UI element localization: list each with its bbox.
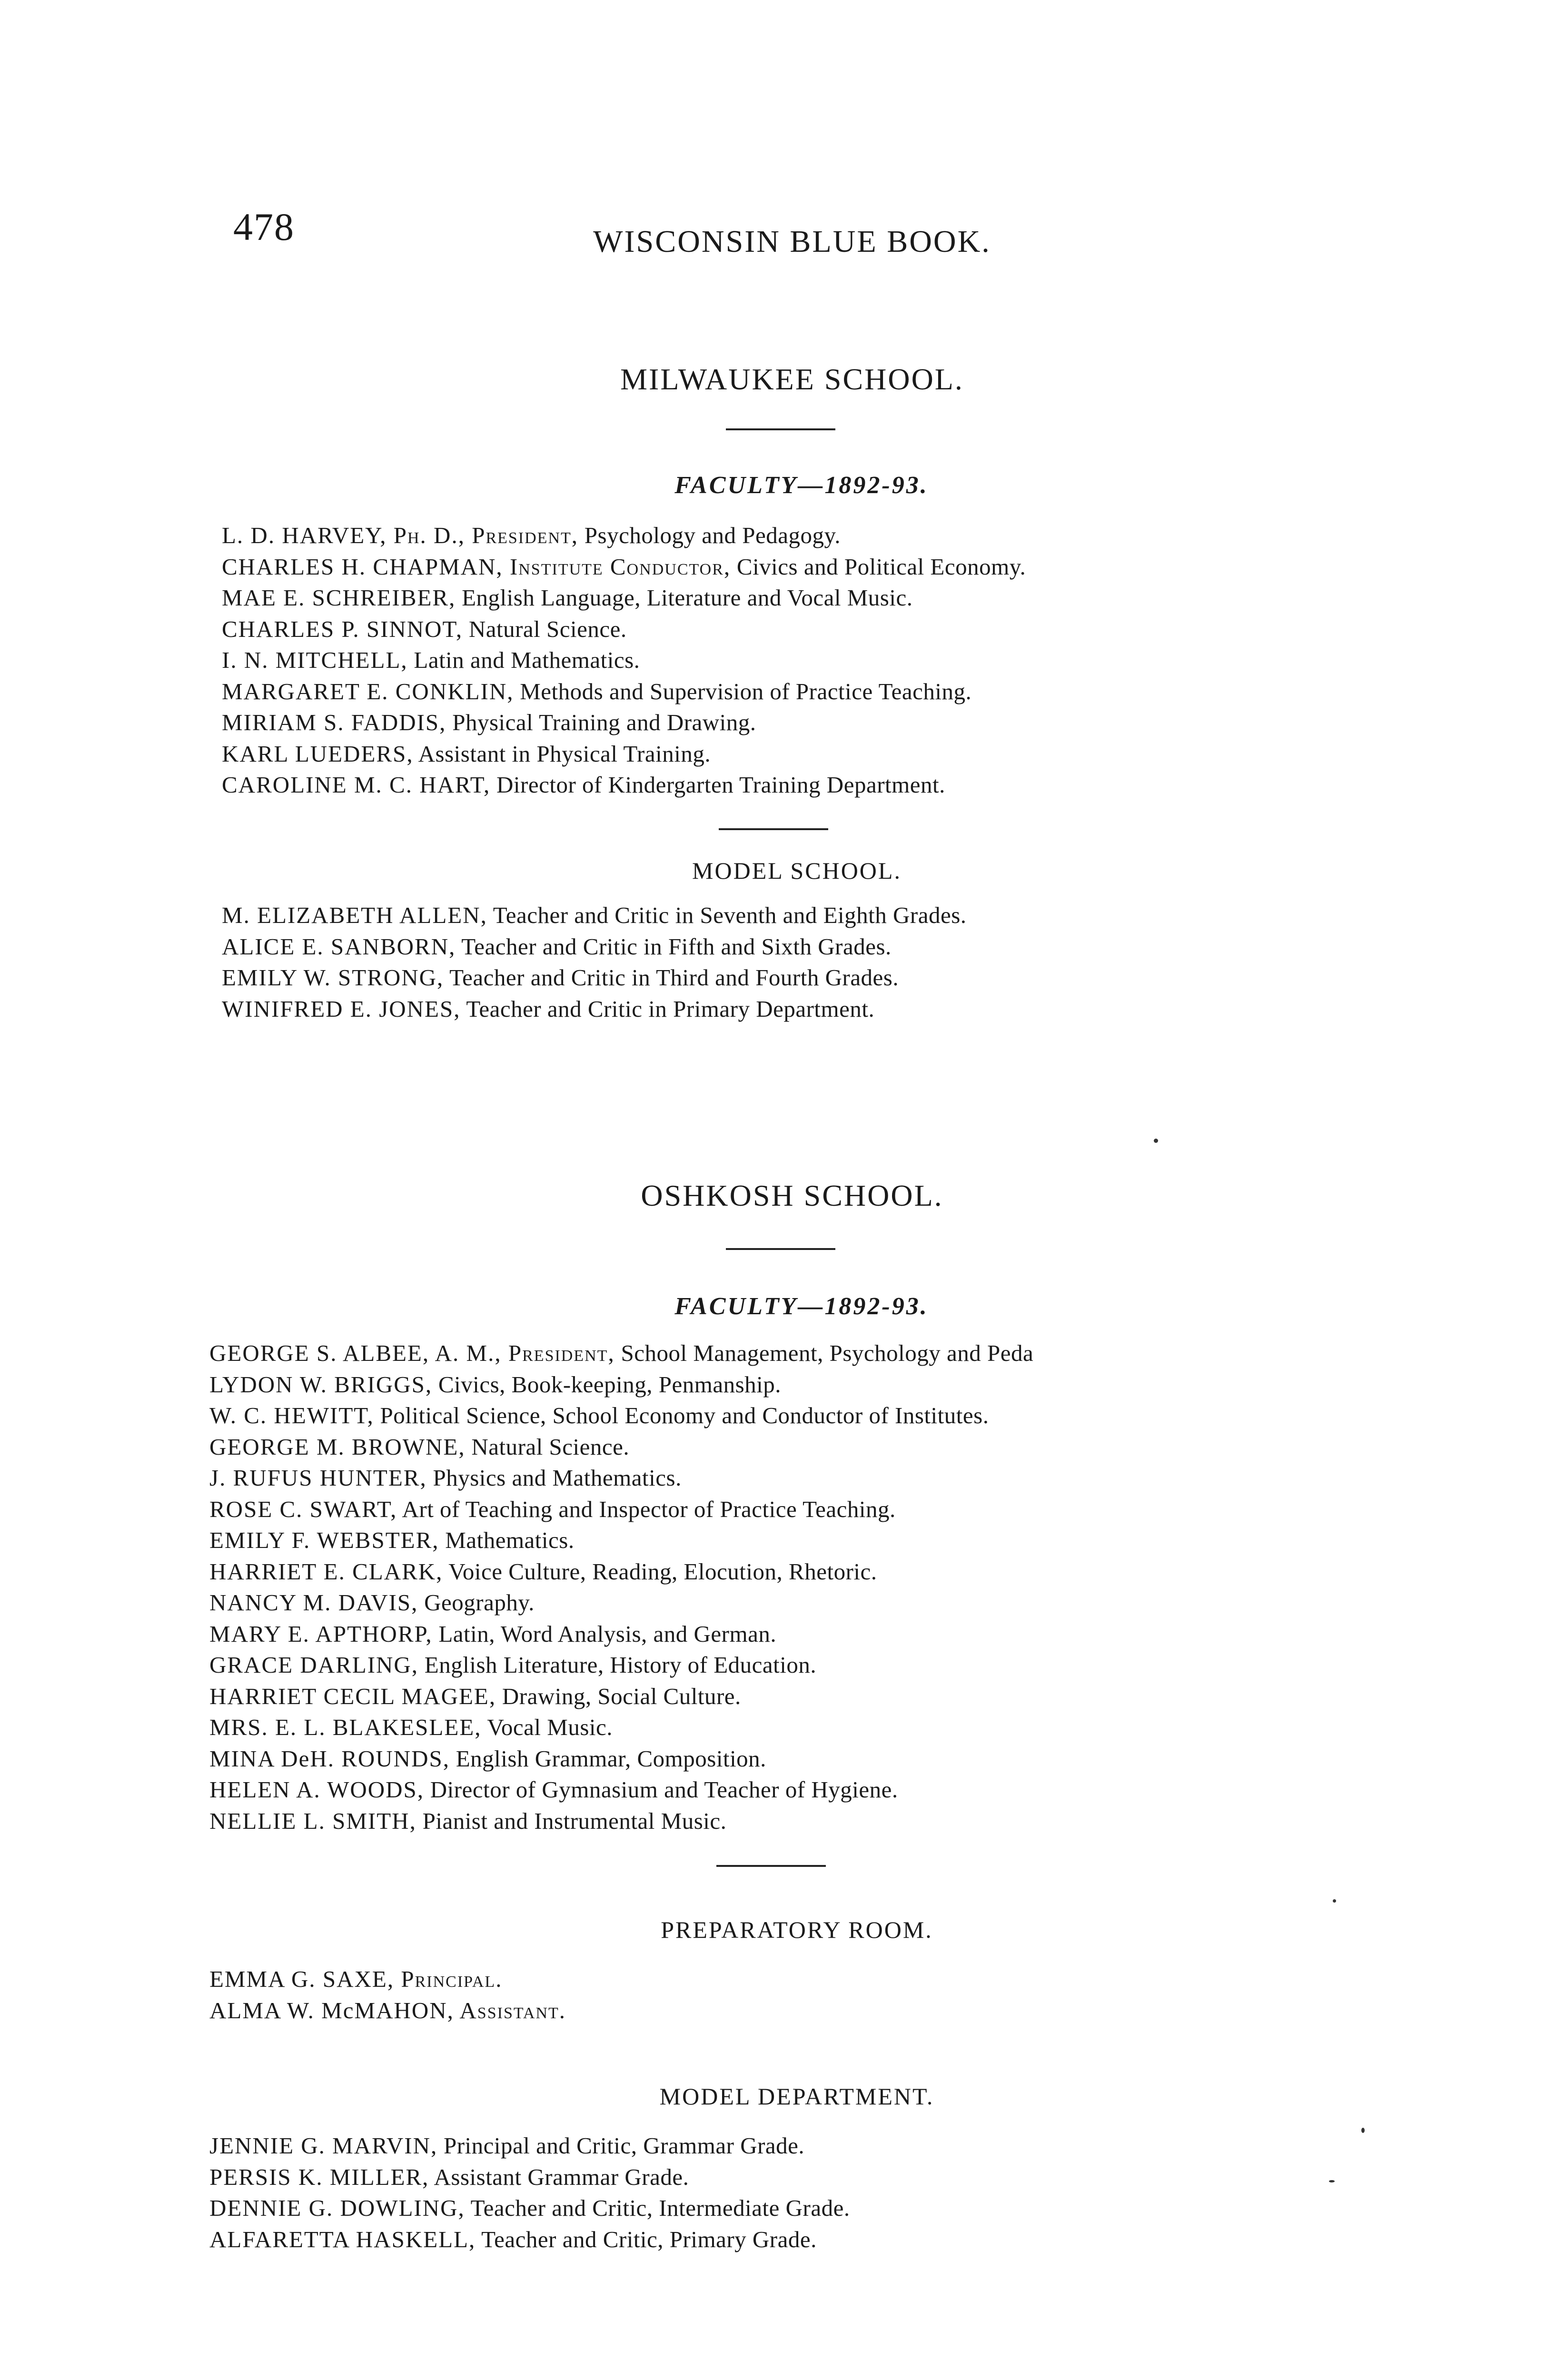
entry [222,900,967,931]
entry-role: Latin and Mathematics. [407,647,640,673]
entry [209,1400,1033,1431]
entry-role: Latin, Word Analysis, and German. [432,1620,777,1647]
entry [222,614,1026,645]
oshkosh-model-department-list [209,2130,850,2255]
entry-role: Director of Gymnasium and Teacher of Hygiene. [424,1776,898,1803]
entry [222,676,1026,707]
entry-name: WINIFRED E. JONES, [222,995,461,1022]
print-speck [1333,1899,1336,1903]
entry [222,582,1026,614]
entry-name: GEORGE S. ALBEE, A. M., [209,1340,502,1366]
entry [222,962,967,993]
entry-role: Natural Science. [463,615,627,642]
entry-name: HARRIET E. CLARK, [209,1558,443,1585]
milwaukee-section-title: MILWAUKEE SCHOOL. [620,362,964,396]
entry-name: MINA DeH. ROUNDS, [209,1745,450,1772]
section-rule [719,828,828,830]
oshkosh-faculty-heading: FACULTY—1892-93. [674,1293,929,1320]
entry-role: English Literature, History of Education. [418,1652,817,1678]
oshkosh-preparatory-list [209,1964,566,2026]
entry-role: Teacher and Critic in Primary Department. [460,995,875,1022]
entry [222,707,1026,738]
entry-name: CAROLINE M. C. HART, [222,772,491,798]
entry-role: Natural Science. [465,1433,630,1460]
entry-role: Psychology and Pedagogy. [578,522,841,548]
entry-name: M. ELIZABETH ALLEN, [222,902,487,928]
entry-role: Political Science, School Economy and Conductor of Institutes. [374,1402,989,1428]
entry [209,2130,850,2162]
entry [222,551,1026,583]
entry-title: Assistant. [454,1997,566,2023]
entry-role: School Management, Psychology and Peda [614,1340,1034,1366]
entry-role: Assistant in Physical Training. [413,740,711,767]
entry-role: Teacher and Critic in Seventh and Eighth Grades. [487,902,967,928]
entry [209,1805,1033,1837]
entry [209,2224,850,2255]
entry [209,2162,850,2193]
entry [209,1995,566,2026]
entry-name: CHARLES H. CHAPMAN, [222,553,503,580]
oshkosh-model-department-heading: MODEL DEPARTMENT. [659,2083,934,2110]
entry [209,1774,1033,1805]
entry [222,931,967,962]
oshkosh-preparatory-heading: PREPARATORY ROOM. [661,1916,933,1943]
entry-name: CHARLES P. SINNOT, [222,615,463,642]
entry-name: HARRIET CECIL MAGEE, [209,1683,496,1709]
entry-role: Teacher and Critic, Intermediate Grade. [465,2195,850,2221]
oshkosh-faculty-list [209,1338,1033,1836]
entry [209,2192,850,2224]
entry [209,1618,1033,1650]
entry-role: Pianist and Instrumental Music. [416,1807,727,1834]
entry [209,1525,1033,1556]
entry-name: MAE E. SCHREIBER, [222,585,456,611]
print-speck [1329,2180,1335,2182]
running-title: WISCONSIN BLUE BOOK. [593,224,991,259]
entry-role: Teacher and Critic, Primary Grade. [476,2226,817,2252]
entry-name: EMILY F. WEBSTER, [209,1527,439,1553]
entry [209,1681,1033,1712]
entry-role: Teacher and Critic in Third and Fourth Grades. [444,964,899,991]
entry [209,1556,1033,1587]
entry-name: EMILY W. STRONG, [222,964,444,991]
entry-name: ROSE C. SWART, [209,1496,397,1522]
entry-role: Teacher and Critic in Fifth and Sixth Grades. [456,933,892,960]
entry-name: ALICE E. SANBORN, [222,933,456,960]
entry-role: Physical Training and Drawing. [446,709,756,735]
entry-name: ALMA W. McMAHON, [209,1997,454,2023]
entry-name: PERSIS K. MILLER, [209,2163,429,2190]
entry-title: President, [501,1340,615,1366]
entry-role: Principal and Critic, Grammar Grade. [437,2132,805,2159]
entry-role: Drawing, Social Culture. [496,1683,741,1709]
entry-name: L. D. HARVEY, [222,522,387,548]
entry [209,1743,1033,1775]
entry-name: MRS. E. L. BLAKESLEE, [209,1714,482,1740]
section-rule [726,1248,835,1250]
milwaukee-model-school-list [222,900,967,1024]
print-speck [1361,2128,1365,2133]
print-speck [1154,1139,1158,1143]
entry-role: Director of Kindergarten Training Department. [490,772,945,798]
entry-name: KARL LUEDERS, [222,740,414,767]
entry-name: NELLIE L. SMITH, [209,1807,416,1834]
entry [209,1338,1033,1369]
page-number: 478 [233,205,295,248]
entry-role: English Language, Literature and Vocal Music. [456,585,913,611]
entry-title: Ph. D., President, [386,522,579,548]
entry-role: Assistant Grammar Grade. [429,2163,689,2190]
entry-name: DENNIE G. DOWLING, [209,2195,465,2221]
entry [209,1462,1033,1494]
entry [209,1964,566,1995]
entry-name: I. N. MITCHELL, [222,647,408,673]
entry-name: MARY E. APTHORP, [209,1620,433,1647]
entry-name: HELEN A. WOODS, [209,1776,425,1803]
entry-role: Vocal Music. [481,1714,613,1740]
entry [222,738,1026,770]
entry-role: Civics and Political Economy. [731,553,1026,580]
entry-name: LYDON W. BRIGGS, [209,1371,433,1398]
entry-role: English Grammar, Composition. [449,1745,766,1772]
entry-name: JENNIE G. MARVIN, [209,2132,438,2159]
entry-name: ALFARETTA HASKELL, [209,2226,476,2252]
oshkosh-section-title: OSHKOSH SCHOOL. [641,1179,943,1212]
entry-name: MARGARET E. CONKLIN, [222,678,514,704]
section-rule [726,428,835,430]
entry-name: GRACE DARLING, [209,1652,419,1678]
entry-name: NANCY M. DAVIS, [209,1589,418,1616]
milwaukee-faculty-heading: FACULTY—1892-93. [674,472,929,499]
entry-name: MIRIAM S. FADDIS, [222,709,446,735]
entry-role: Methods and Supervision of Practice Teaching. [514,678,972,704]
entry-role: Voice Culture, Reading, Elocution, Rhetoric. [443,1558,877,1585]
section-rule [716,1865,826,1867]
entry-title: Principal. [394,1966,503,1992]
entry [222,520,1026,551]
entry-role: Physics and Mathematics. [426,1465,682,1491]
entry-name: EMMA G. SAXE, [209,1966,395,1992]
entry [209,1649,1033,1681]
milwaukee-faculty-list [222,520,1026,801]
entry [209,1587,1033,1618]
entry-role: Geography. [418,1589,535,1616]
entry-role: Mathematics. [439,1527,575,1553]
entry-title: Institute Conductor, [503,553,731,580]
entry-role: Art of Teaching and Inspector of Practice Teaching. [397,1496,896,1522]
milwaukee-model-school-heading: MODEL SCHOOL. [692,857,902,884]
entry [209,1369,1033,1400]
entry-name: GEORGE M. BROWNE, [209,1433,466,1460]
entry [222,645,1026,676]
entry [222,769,1026,801]
entry [209,1712,1033,1743]
entry [209,1431,1033,1463]
entry [209,1494,1033,1525]
entry-role: Civics, Book-keeping, Penmanship. [432,1371,782,1398]
entry [222,993,967,1025]
entry-name: W. C. HEWITT, [209,1402,374,1428]
entry-name: J. RUFUS HUNTER, [209,1465,427,1491]
